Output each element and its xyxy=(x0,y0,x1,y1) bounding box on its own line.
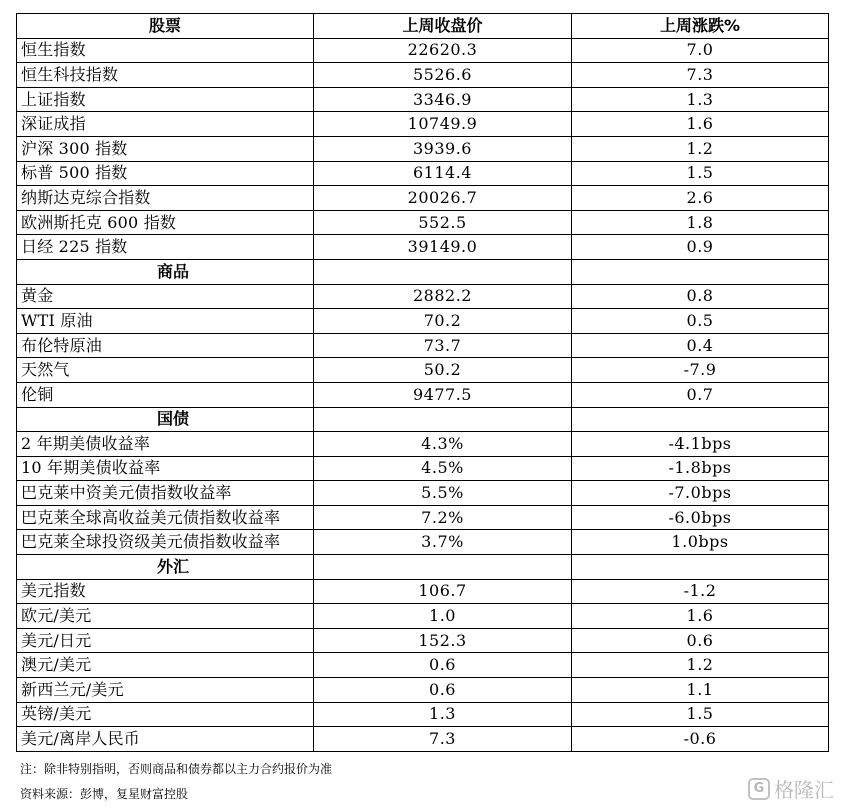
change-value: -0.6 xyxy=(572,727,829,752)
table-row xyxy=(17,456,829,481)
instrument-name: 英镑/美元 xyxy=(17,702,314,727)
table-row xyxy=(17,284,829,309)
table-row xyxy=(17,63,829,88)
close-value: 7.2% xyxy=(314,505,572,530)
close-value: 152.3 xyxy=(314,628,572,653)
close-value: 7.3 xyxy=(314,727,572,752)
table-row xyxy=(17,481,829,506)
change-value: -1.2 xyxy=(572,579,829,604)
table-row xyxy=(17,333,829,358)
instrument-name: 天然气 xyxy=(17,358,314,383)
close-value: 73.7 xyxy=(314,333,572,358)
table-row xyxy=(17,210,829,235)
footnote-note: 注：除非特别指明，否则商品和债券都以主力合约报价为准 xyxy=(20,762,333,776)
market-data-table xyxy=(16,13,829,752)
change-value: 0.6 xyxy=(572,628,829,653)
change-value: 1.2 xyxy=(572,653,829,678)
change-value: 1.0bps xyxy=(572,530,829,555)
change-value: 1.3 xyxy=(572,87,829,112)
change-value: 1.6 xyxy=(572,112,829,137)
instrument-name: 新西兰元/美元 xyxy=(17,678,314,703)
table-row xyxy=(17,161,829,186)
watermark-mark-icon: G xyxy=(748,778,770,800)
instrument-name: 欧洲斯托克 600 指数 xyxy=(17,210,314,235)
section-row xyxy=(17,407,829,432)
section-empty-cell xyxy=(572,259,829,284)
instrument-name: 10 年期美债收益率 xyxy=(17,456,314,481)
watermark-text: 格隆汇 xyxy=(774,778,834,802)
table-row xyxy=(17,653,829,678)
table-row xyxy=(17,702,829,727)
footnote-source: 资料来源：彭博，复星财富控股 xyxy=(20,787,189,801)
instrument-name: 标普 500 指数 xyxy=(17,161,314,186)
table-row xyxy=(17,530,829,555)
section-title: 外汇 xyxy=(17,555,314,580)
change-value: -1.8bps xyxy=(572,456,829,481)
close-value: 6114.4 xyxy=(314,161,572,186)
header-stocks: 股票 xyxy=(17,14,314,39)
close-value: 3.7% xyxy=(314,530,572,555)
instrument-name: 布伦特原油 xyxy=(17,333,314,358)
section-empty-cell xyxy=(314,555,572,580)
change-value: 1.2 xyxy=(572,136,829,161)
instrument-name: 纳斯达克综合指数 xyxy=(17,186,314,211)
instrument-name: 恒生科技指数 xyxy=(17,63,314,88)
table-row xyxy=(17,186,829,211)
close-value: 70.2 xyxy=(314,309,572,334)
table-row xyxy=(17,309,829,334)
instrument-name: 巴克莱中资美元债指数收益率 xyxy=(17,481,314,506)
change-value: -6.0bps xyxy=(572,505,829,530)
close-value: 3346.9 xyxy=(314,87,572,112)
close-value: 1.0 xyxy=(314,604,572,629)
close-value: 2882.2 xyxy=(314,284,572,309)
close-value: 5526.6 xyxy=(314,63,572,88)
section-row xyxy=(17,259,829,284)
close-value: 106.7 xyxy=(314,579,572,604)
instrument-name: 澳元/美元 xyxy=(17,653,314,678)
table-row xyxy=(17,235,829,260)
table-row xyxy=(17,112,829,137)
change-value: 0.5 xyxy=(572,309,829,334)
table-body xyxy=(17,38,829,751)
change-value: -4.1bps xyxy=(572,432,829,457)
instrument-name: WTI 原油 xyxy=(17,309,314,334)
close-value: 22620.3 xyxy=(314,38,572,63)
close-value: 1.3 xyxy=(314,702,572,727)
change-value: 0.9 xyxy=(572,235,829,260)
watermark-logo xyxy=(748,774,834,803)
instrument-name: 美元/日元 xyxy=(17,628,314,653)
section-empty-cell xyxy=(314,259,572,284)
change-value: 0.4 xyxy=(572,333,829,358)
change-value: 0.8 xyxy=(572,284,829,309)
close-value: 10749.9 xyxy=(314,112,572,137)
close-value: 552.5 xyxy=(314,210,572,235)
change-value: 7.3 xyxy=(572,63,829,88)
close-value: 0.6 xyxy=(314,653,572,678)
instrument-name: 深证成指 xyxy=(17,112,314,137)
instrument-name: 巴克莱全球高收益美元债指数收益率 xyxy=(17,505,314,530)
table-row xyxy=(17,136,829,161)
close-value: 4.5% xyxy=(314,456,572,481)
close-value: 9477.5 xyxy=(314,382,572,407)
header-last-week-close: 上周收盘价 xyxy=(314,14,572,39)
table-row xyxy=(17,505,829,530)
change-value: 0.7 xyxy=(572,382,829,407)
instrument-name: 2 年期美债收益率 xyxy=(17,432,314,457)
table-row xyxy=(17,382,829,407)
table-row xyxy=(17,678,829,703)
instrument-name: 美元/离岸人民币 xyxy=(17,727,314,752)
table-row xyxy=(17,604,829,629)
change-value: 1.8 xyxy=(572,210,829,235)
table-row xyxy=(17,628,829,653)
instrument-name: 沪深 300 指数 xyxy=(17,136,314,161)
close-value: 20026.7 xyxy=(314,186,572,211)
instrument-name: 恒生指数 xyxy=(17,38,314,63)
table-row xyxy=(17,727,829,752)
table-row xyxy=(17,579,829,604)
instrument-name: 日经 225 指数 xyxy=(17,235,314,260)
table-header-row xyxy=(17,14,829,39)
section-empty-cell xyxy=(314,407,572,432)
section-title: 商品 xyxy=(17,259,314,284)
instrument-name: 黄金 xyxy=(17,284,314,309)
section-title: 国债 xyxy=(17,407,314,432)
table-row xyxy=(17,38,829,63)
table-row xyxy=(17,87,829,112)
close-value: 50.2 xyxy=(314,358,572,383)
table-row xyxy=(17,358,829,383)
close-value: 5.5% xyxy=(314,481,572,506)
section-empty-cell xyxy=(572,555,829,580)
close-value: 0.6 xyxy=(314,678,572,703)
change-value: 1.5 xyxy=(572,161,829,186)
change-value: 2.6 xyxy=(572,186,829,211)
change-value: 7.0 xyxy=(572,38,829,63)
change-value: 1.6 xyxy=(572,604,829,629)
instrument-name: 欧元/美元 xyxy=(17,604,314,629)
section-row xyxy=(17,555,829,580)
instrument-name: 伦铜 xyxy=(17,382,314,407)
change-value: 1.5 xyxy=(572,702,829,727)
change-value: -7.0bps xyxy=(572,481,829,506)
close-value: 4.3% xyxy=(314,432,572,457)
instrument-name: 上证指数 xyxy=(17,87,314,112)
close-value: 39149.0 xyxy=(314,235,572,260)
header-last-week-change: 上周涨跌% xyxy=(572,14,829,39)
close-value: 3939.6 xyxy=(314,136,572,161)
section-empty-cell xyxy=(572,407,829,432)
change-value: -7.9 xyxy=(572,358,829,383)
change-value: 1.1 xyxy=(572,678,829,703)
instrument-name: 美元指数 xyxy=(17,579,314,604)
table-row xyxy=(17,432,829,457)
instrument-name: 巴克莱全球投资级美元债指数收益率 xyxy=(17,530,314,555)
